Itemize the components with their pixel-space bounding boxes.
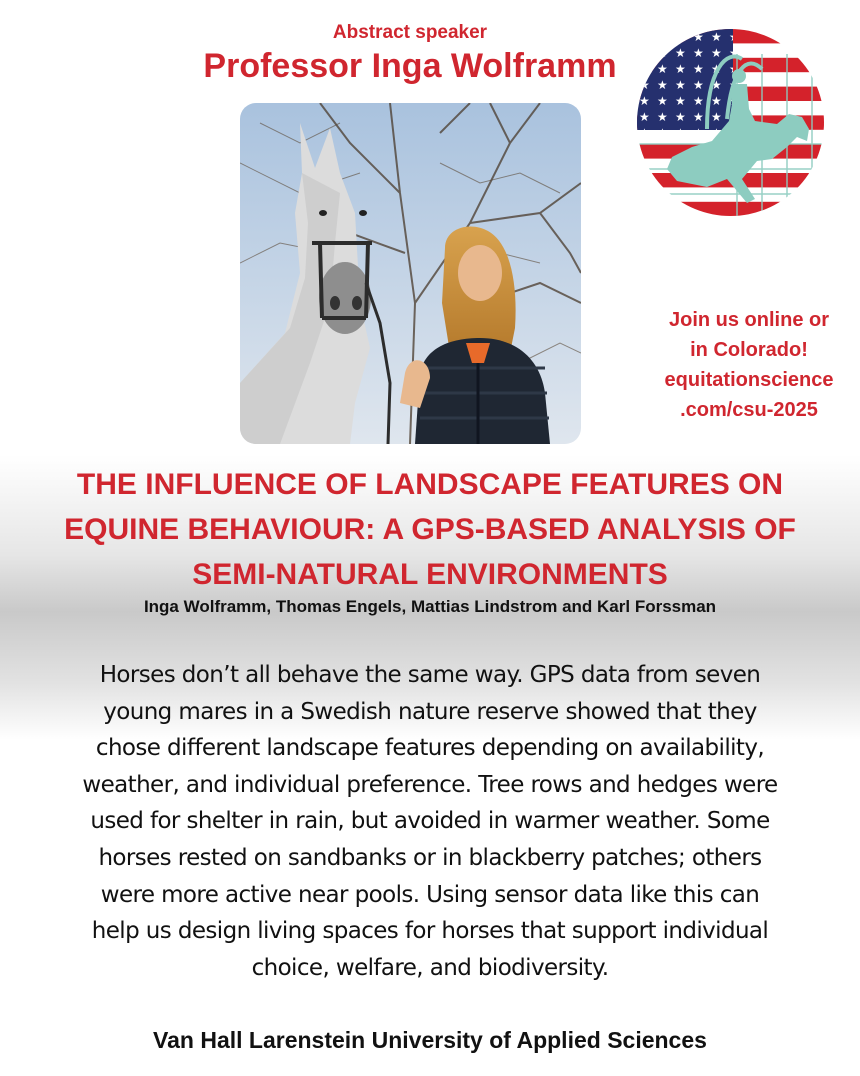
us-flag-dressage-horse-logo-icon [637, 29, 824, 216]
abstract-line: horses rested on sandbanks or in blackberry patches; others [98, 844, 762, 871]
speaker-name: Professor Inga Wolframm [203, 47, 617, 85]
talk-title [20, 462, 840, 597]
abstract-line: choice, welfare, and biodiversity. [251, 954, 609, 981]
eyebrow-label: Abstract speaker [332, 22, 488, 43]
abstract-line: weather, and individual preference. Tree rows and hedges were [82, 771, 778, 798]
abstract-line: used for shelter in rain, but avoided in warmer weather. Some [90, 808, 770, 835]
join-us-callout [640, 305, 858, 425]
join-url-line: equitationscience [664, 369, 834, 391]
join-line: in Colorado! [690, 339, 808, 361]
abstract-line: Horses don’t all behave the same way. GPS data from seven [99, 662, 761, 688]
join-url-line: .com/csu-2025 [680, 399, 818, 421]
title-line: SEMI-NATURAL ENVIRONMENTS [192, 558, 668, 591]
author-list: Inga Wolframm, Thomas Engels, Mattias Lindstrom and Karl Forssman [143, 597, 717, 616]
title-line: EQUINE BEHAVIOUR: A GPS-BASED ANALYSIS OF [64, 513, 796, 546]
abstract-line: young mares in a Swedish nature reserve showed that they [103, 698, 757, 725]
abstract-line: chose different landscape features depending on availability, [95, 735, 765, 762]
title-line: THE INFLUENCE OF LANDSCAPE FEATURES ON [76, 468, 784, 501]
abstract-text [22, 657, 838, 986]
abstract-line: help us design living spaces for horses that support individual [91, 918, 769, 945]
affiliation: Van Hall Larenstein University of Applied Sciences [153, 1027, 707, 1053]
join-line: Join us online or [668, 309, 829, 331]
abstract-line: were more active near pools. Using sensor data like this can [100, 881, 760, 908]
speaker-photo [240, 103, 581, 444]
